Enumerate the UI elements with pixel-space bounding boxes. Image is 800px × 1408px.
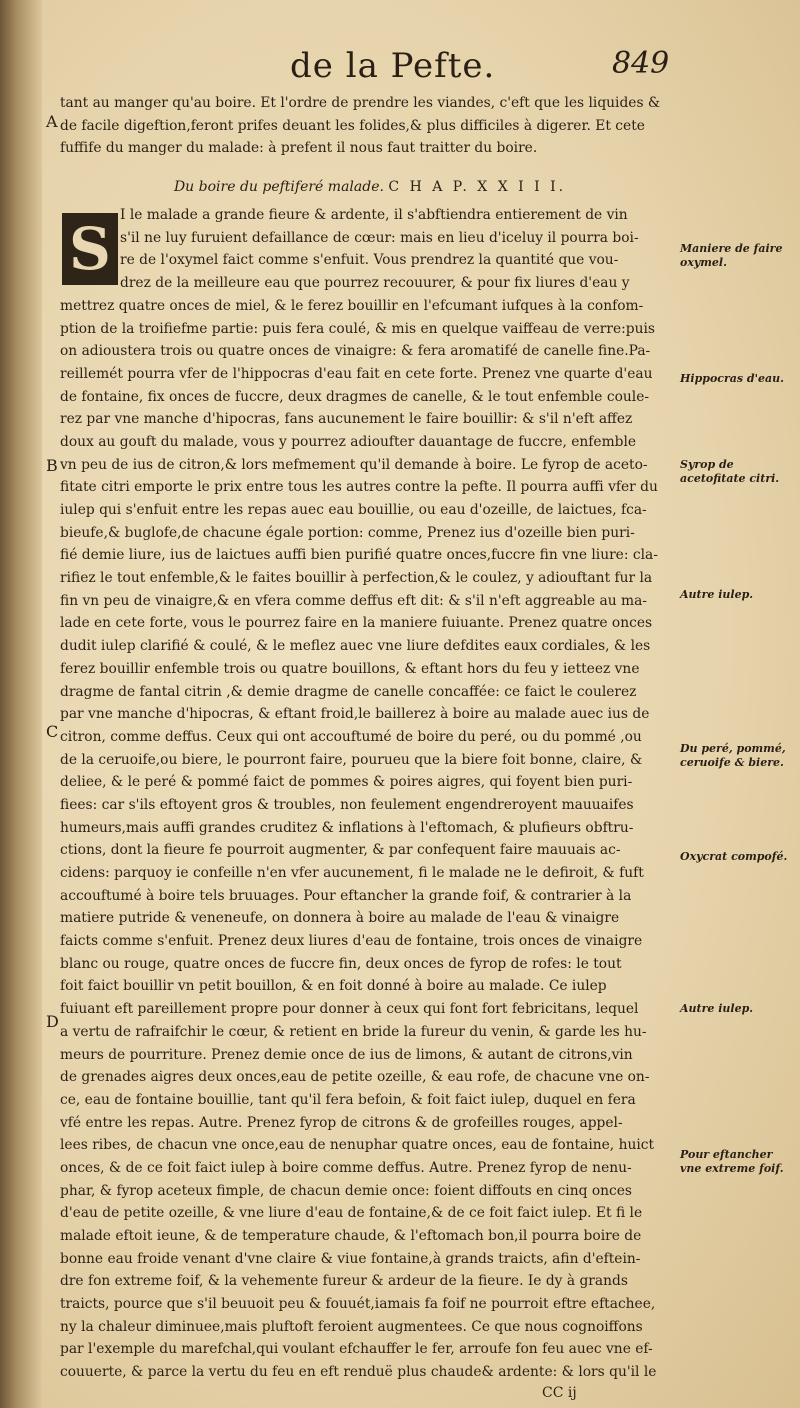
text-line: accouftumé à boire tels bruuages. Pour eftancher la grande foif, & contrarier à la [60, 887, 632, 904]
text-line: fuiuant eft pareillement propre pour donner à ceux qui font fort febricitans, lequel [60, 1001, 639, 1018]
chapter-number: C H A P. X X I I I. [388, 179, 567, 196]
intro-line: tant au manger qu'au boire. Et l'ordre de prendre les viandes, c'eft que les liquides & [60, 95, 661, 111]
signature-mark: CC ij [542, 1385, 577, 1401]
text-line: fié demie liure, ius de laictues auffi bien purifié quatre onces,fuccre fin vne liure: cla- [60, 547, 658, 564]
text-line: par l'exemple du marefchal,qui voulant efchauffer le fer, arroufe fon feu auec vne ef- [60, 1341, 653, 1358]
text-line: a vertu de rafraifchir le cœur, & retient en bride la fureur du venin, & garde les hu- [60, 1023, 647, 1040]
sidenote-soif: Pour eftancher vne extreme foif. [680, 1148, 784, 1175]
text-line: de la ceruoife,ou biere, le pourront faire, pourueu que la biere foit bonne, claire, & [60, 751, 643, 768]
text-line: lees ribes, de chacun vne once,eau de nenuphar quatre onces, eau de fontaine, huict [60, 1137, 655, 1154]
text-line: vfé entre les repas. Autre. Prenez fyrop de citrons & de grofeilles rouges, appel- [60, 1114, 623, 1131]
text-line: couuerte, & parce la vertu du feu en eft renduë plus chaude& ardente: & lors qu'il le [60, 1364, 657, 1381]
text-line: de fontaine, fix onces de fuccre, deux dragmes de canelle, & le tout enfemble coule- [60, 388, 650, 405]
text-line: rifiez le tout enfemble,& le faites bouillir à perfection,& le coulez, y adiouftant fur la [60, 570, 653, 587]
text-line: traicts, pource que s'il beuuoit peu & fouuét,iamais fa foif ne pourroit eftre eftachee, [60, 1296, 656, 1313]
page-number: 849 [612, 46, 670, 81]
decorated-initial: S [62, 213, 118, 285]
text-line: vn peu de ius de citron,& lors mefmement qu'il demande à boire. Le fyrop de aceto- [60, 456, 648, 473]
margin-letter-d: D [46, 1012, 59, 1031]
text-line: malade eftoit ieune, & de temperature chaude, & l'eftomach bon,il pourra boire de [60, 1228, 642, 1244]
text-line: par vne manche d'hipocras, & eftant froid,le baillerez à boire au malade auec ius de [60, 706, 650, 723]
text-line: foit faict bouillir vn petit bouillon, & en foit donné à boire au malade. Ce iulep [60, 978, 607, 995]
text-line: re de l'oxymel faict comme s'enfuit. Vous prendrez la quantité que vou- [120, 252, 619, 269]
text-line: ny la chaleur diminuee,mais pluftoft feroient augmentees. Ce que nous cognoiffons [60, 1318, 643, 1335]
chapter-title: Du boire du peftiferé malade. [173, 179, 384, 196]
text-line: onces, & de ce foit faict iulep à boire comme deffus. Autre. Prenez fyrop de nenu- [60, 1159, 632, 1176]
text-line: mettrez quatre onces de miel, & le ferez bouillir en l'efcumant iufques à la confom- [60, 297, 644, 314]
text-line: fin vn peu de vinaigre,& en vfera comme deffus eft dit: & s'il n'eft aggreable au ma- [60, 592, 647, 609]
text-line: dudit iulep clarifié & coulé, & le meflez auec vne liure defdites eaux cordiales, & les [60, 638, 651, 655]
text-line: I le malade a grande fieure & ardente, il s'abftiendra entierement de vin [120, 207, 628, 224]
text-line: matiere putride & veneneufe, on donnera à boire au malade de l'eau & vinaigre [60, 910, 620, 927]
text-line: bieufe,& buglofe,de chacune égale portion: comme, Prenez ius d'ozeille bien puri- [60, 524, 635, 541]
intro-line: fuffife du manger du malade: à prefent il nous faut traitter du boire. [60, 140, 538, 157]
text-line: ce, eau de fontaine bouillie, tant qu'il fera befoin, & foit faict iulep, duquel en fera [60, 1091, 636, 1108]
text-line: dre fon extreme foif, & la vehemente fureur & ardeur de la fieure. Ie dy à grands [60, 1273, 628, 1290]
text-line: blanc ou rouge, quatre onces de fuccre fin, deux onces de fyrop de rofes: le tout [60, 955, 622, 972]
margin-letter-c: C [46, 722, 59, 741]
text-line [60, 1384, 680, 1407]
sidenote-pere-pomme: Du peré, pommé, ceruoife & biere. [680, 742, 786, 769]
text-line: citron, comme deffus. Ceux qui ont accouftumé de boire du peré, ou du pommé ,ou [60, 728, 642, 745]
sidenote-oxycrat: Oxycrat compofé. [680, 850, 788, 863]
text-line: dragme de fantal citrin ,& demie dragme de canelle concaffée: ce faict le coulerez [60, 683, 637, 700]
page-header [0, 46, 800, 90]
text-line: s'il ne luy furuient defaillance de cœur: mais en lieu d'iceluy il pourra boi- [120, 229, 639, 246]
text-line: bonne eau froide venant d'vne claire & viue fontaine,à grands traicts, afin d'eftein- [60, 1250, 641, 1267]
book-gutter [0, 0, 42, 1408]
text-line: rez par vne manche d'hipocras, fans aucunement le faire bouillir: & s'il n'eft affez [60, 411, 633, 428]
sidenote-oxymel: Maniere de faire oxymel. [680, 242, 783, 269]
text-line: deliee, & le peré & pommé faict de pommes & poires aigres, qui foyent bien puri- [60, 774, 633, 791]
intro-line: de facile digeftion,feront prifes deuant les folides,& plus difficiles à digerer. Et cete [60, 117, 645, 134]
sidenote-autre-iulep: Autre iulep. [680, 588, 754, 601]
text-line: phar, & fyrop aceteux fimple, de chacun demie once: foient diffouts en cinq onces [60, 1182, 632, 1199]
chapter-heading [60, 160, 680, 204]
text-line: meurs de pourriture. Prenez demie once de ius de limons, & autant de citrons,vin [60, 1046, 633, 1063]
sidenote-syrop: Syrop de acetofitate citri. [680, 458, 780, 485]
margin-letter-a: A [46, 112, 58, 131]
text-line: on adioustera trois ou quatre onces de vinaigre: & fera aromatifé de canelle fine.Pa- [60, 343, 651, 360]
text-line: iulep qui s'enfuit entre les repas auec eau bouillie, ou eau d'ozeille, de laictues, fca- [60, 502, 647, 518]
text-line: ferez bouillir enfemble trois ou quatre bouillons, & eftant hors du feu y ietteez vne [60, 660, 640, 677]
margin-letter-b: B [46, 456, 58, 475]
text-line: fitate citri emporte le prix entre tous les autres contre la pefte. Il pourra auffi vfer du [60, 479, 658, 496]
text-line: drez de la meilleure eau que pourrez recouurer, & pour fix liures d'eau y [120, 275, 630, 292]
sidenote-hippocras: Hippocras d'eau. [680, 372, 784, 385]
text-line: doux au gouft du malade, vous y pourrez adioufter dauantage de fuccre, enfemble [60, 433, 637, 450]
text-line: d'eau de petite ozeille, & vne liure d'eau de fontaine,& de ce foit faict iulep. Et fi le [60, 1205, 643, 1222]
text-line: de grenades aigres deux onces,eau de petite ozeille, & eau rofe, de chacune vne on- [60, 1069, 650, 1086]
text-line: cidens: parquoy ie confeille n'en vfer aucunement, fi le malade ne le defiroit, & fuft [60, 865, 644, 881]
running-title: de la Pefte. [290, 46, 496, 86]
text-line: lade en cete forte, vous le pourrez faire en la maniere fuiuante. Prenez quatre onces [60, 615, 653, 632]
text-line: faicts comme s'enfuit. Prenez deux liures d'eau de fontaine, trois onces de vinaigre [60, 933, 643, 950]
text-line: fiees: car s'ils eftoyent gros & troubles, non feulement engendreroyent mauuaifes [60, 796, 634, 813]
body-text [60, 92, 680, 1407]
sidenote-autre-iulep-2: Autre iulep. [680, 1002, 754, 1015]
text-line: reillemét pourra vfer de l'hippocras d'eau fait en cete forte. Prenez vne quarte d'eau [60, 365, 653, 382]
text-line: humeurs,mais auffi grandes cruditez & inflations à l'eftomach, & plufieurs obftru- [60, 819, 634, 836]
text-line: ctions, dont la fieure fe pourroit augmenter, & par confequent faire mauuais ac- [60, 842, 621, 859]
text-line: ption de la troifiefme partie: puis fera coulé, & mis en quelque vaiffeau de verre:puis [60, 320, 655, 337]
